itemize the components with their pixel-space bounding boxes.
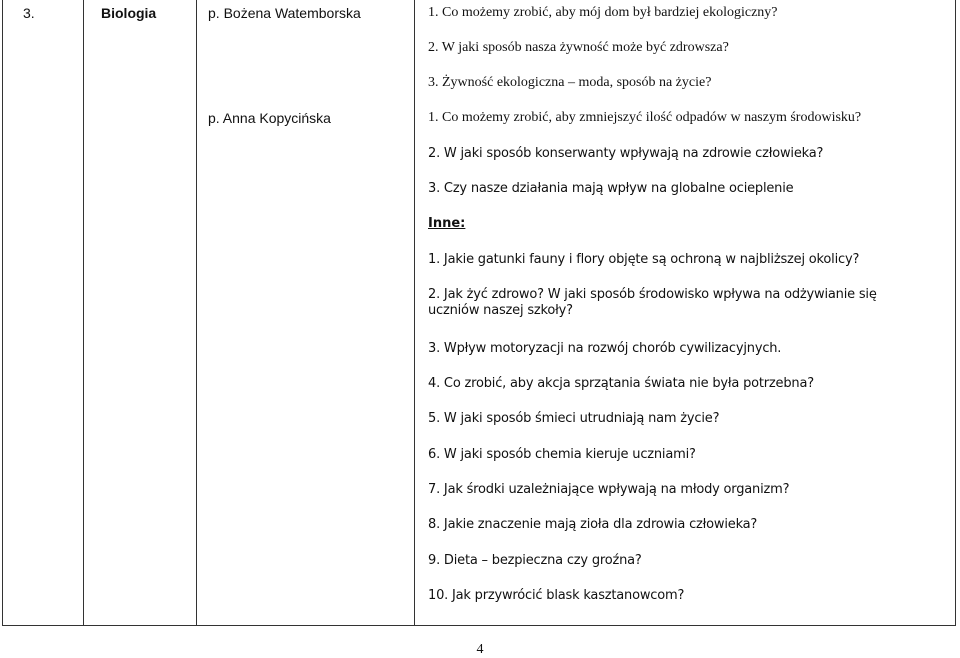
column-divider <box>83 0 84 625</box>
topic-item: 2. W jaki sposób konserwanty wpływają na zdrowie człowieka? <box>428 146 824 161</box>
topic-item: 6. W jaki sposób chemia kieruje uczniami? <box>428 447 696 462</box>
topic-item: 1. Jakie gatunki fauny i flory objęte są ochroną w najbliższej okolicy? <box>428 252 860 267</box>
teacher-name: p. Bożena Watemborska <box>208 5 361 21</box>
column-divider <box>414 0 415 625</box>
topic-item: 9. Dieta – bezpieczna czy groźna? <box>428 553 642 568</box>
teacher-name: p. Anna Kopycińska <box>208 110 331 126</box>
subject-name: Biologia <box>101 5 157 21</box>
topic-item: 7. Jak środki uzależniające wpływają na młody organizm? <box>428 482 790 497</box>
topic-item: 4. Co zrobić, aby akcja sprzątania świata nie była potrzebna? <box>428 376 814 391</box>
topic-item: 1. Co możemy zrobić, aby zmniejszyć ilość odpadów w naszym środowisku? <box>428 110 862 125</box>
topic-item: 3. Wpływ motoryzacji na rozwój chorób cywilizacyjnych. <box>428 341 782 356</box>
page-number: 4 <box>476 642 484 657</box>
row-number: 3. <box>23 5 35 21</box>
column-divider <box>196 0 197 625</box>
topic-item: 2. Jak żyć zdrowo? W jaki sposób środowisko wpływa na odżywianie się uczniów naszej szkoły? <box>428 287 877 318</box>
schedule-table <box>2 0 956 626</box>
other-topics-heading: Inne: <box>428 216 466 231</box>
topic-item: 1. Co możemy zrobić, aby mój dom był bardziej ekologiczny? <box>428 5 778 20</box>
topic-item: 10. Jak przywrócić blask kasztanowcom? <box>428 588 685 603</box>
topic-item: 8. Jakie znaczenie mają zioła dla zdrowia człowieka? <box>428 517 758 532</box>
topic-item: 3. Czy nasze działania mają wpływ na globalne ocieplenie <box>428 181 794 196</box>
topic-item: 5. W jaki sposób śmieci utrudniają nam życie? <box>428 411 720 426</box>
topic-item: 2. W jaki sposób nasza żywność może być zdrowsza? <box>428 40 729 55</box>
topic-item: 3. Żywność ekologiczna – moda, sposób na życie? <box>428 75 712 90</box>
